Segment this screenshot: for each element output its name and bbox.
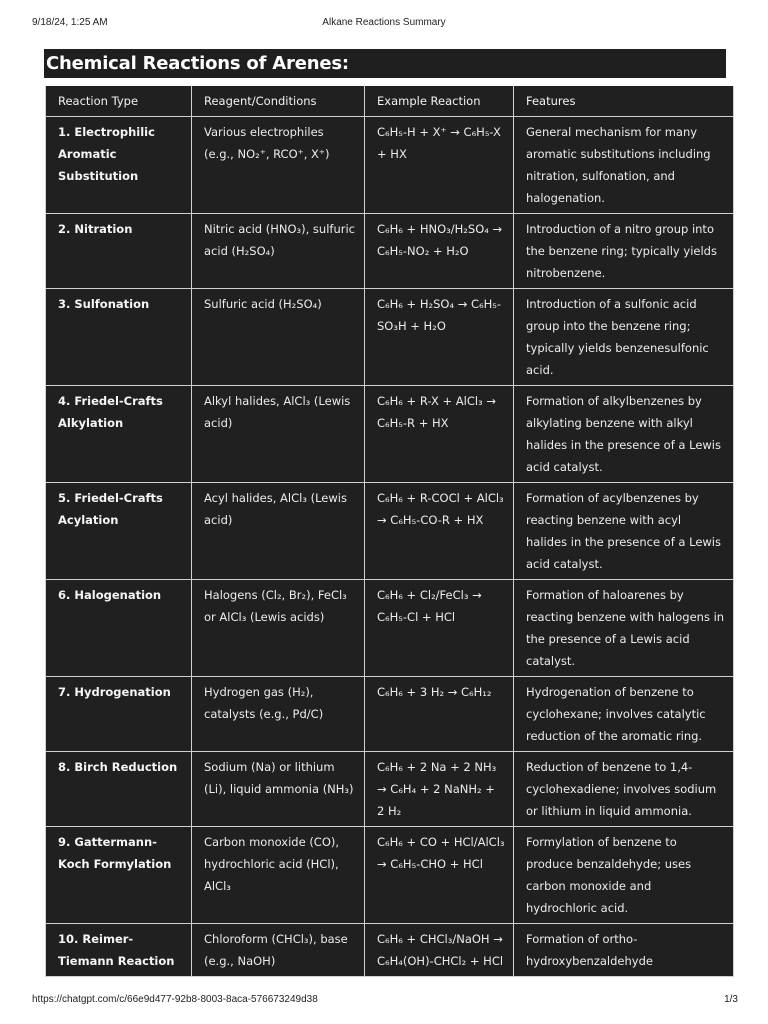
cell-reagent: Nitric acid (HNO₃), sulfuric acid (H₂SO₄) [192, 214, 365, 289]
cell-example-reaction: C₆H₆ + HNO₃/H₂SO₄ → C₆H₅-NO₂ + H₂O [365, 214, 514, 289]
cell-reagent: Halogens (Cl₂, Br₂), FeCl₃ or AlCl₃ (Lewis acids) [192, 580, 365, 677]
cell-reaction-type: 5. Friedel-Crafts Acylation [46, 483, 192, 580]
print-url: https://chatgpt.com/c/66e9d477-92b8-8003-8aca-576673249d38 [32, 994, 318, 1005]
cell-example-reaction: C₆H₆ + H₂SO₄ → C₆H₅-SO₃H + H₂O [365, 289, 514, 386]
column-header-reaction-type: Reaction Type [46, 86, 192, 117]
cell-reagent: Hydrogen gas (H₂), catalysts (e.g., Pd/C) [192, 677, 365, 752]
cell-example-reaction: C₆H₆ + Cl₂/FeCl₃ → C₆H₅-Cl + HCl [365, 580, 514, 677]
print-footer [0, 994, 768, 1008]
page-title: Chemical Reactions of Arenes: [44, 49, 726, 78]
cell-reaction-type: 8. Birch Reduction [46, 752, 192, 827]
table-body [46, 117, 734, 977]
table-row [46, 580, 734, 677]
print-title: Alkane Reactions Summary [322, 17, 446, 28]
table-row [46, 752, 734, 827]
cell-reaction-type: 7. Hydrogenation [46, 677, 192, 752]
cell-reagent: Carbon monoxide (CO), hydrochloric acid (HCl), AlCl₃ [192, 827, 365, 924]
cell-example-reaction: C₆H₆ + CO + HCl/AlCl₃ → C₆H₅-CHO + HCl [365, 827, 514, 924]
cell-example-reaction: C₆H₆ + CHCl₃/NaOH → C₆H₄(OH)-CHCl₂ + HCl [365, 924, 514, 977]
table-row [46, 827, 734, 924]
table-row [46, 483, 734, 580]
reactions-table [45, 86, 734, 977]
table-header-row [46, 86, 734, 117]
cell-reagent: Alkyl halides, AlCl₃ (Lewis acid) [192, 386, 365, 483]
cell-reaction-type: 6. Halogenation [46, 580, 192, 677]
cell-reagent: Chloroform (CHCl₃), base (e.g., NaOH) [192, 924, 365, 977]
cell-features: Formylation of benzene to produce benzaldehyde; uses carbon monoxide and hydrochloric acid. [514, 827, 734, 924]
cell-reaction-type: 1. Electrophilic Aromatic Substitution [46, 117, 192, 214]
cell-reagent: Sodium (Na) or lithium (Li), liquid ammonia (NH₃) [192, 752, 365, 827]
cell-example-reaction: C₆H₆ + R-X + AlCl₃ → C₆H₅-R + HX [365, 386, 514, 483]
cell-features: Introduction of a sulfonic acid group into the benzene ring; typically yields benzenesulfonic acid. [514, 289, 734, 386]
table-row [46, 924, 734, 977]
cell-reaction-type: 2. Nitration [46, 214, 192, 289]
cell-example-reaction: C₆H₆ + 2 Na + 2 NH₃ → C₆H₄ + 2 NaNH₂ + 2 H₂ [365, 752, 514, 827]
table-row [46, 386, 734, 483]
print-page-number: 1/3 [724, 994, 738, 1005]
table-row [46, 289, 734, 386]
cell-features: Formation of alkylbenzenes by alkylating benzene with alkyl halides in the presence of a Lewis acid catalyst. [514, 386, 734, 483]
column-header-example: Example Reaction [365, 86, 514, 117]
cell-example-reaction: C₆H₆ + R-COCl + AlCl₃ → C₆H₅-CO-R + HX [365, 483, 514, 580]
column-header-features: Features [514, 86, 734, 117]
column-header-reagent: Reagent/Conditions [192, 86, 365, 117]
table-row [46, 117, 734, 214]
reactions-table-container [45, 86, 733, 977]
cell-reagent: Acyl halides, AlCl₃ (Lewis acid) [192, 483, 365, 580]
cell-example-reaction: C₆H₅-H + X⁺ → C₆H₅-X + HX [365, 117, 514, 214]
cell-reagent: Sulfuric acid (H₂SO₄) [192, 289, 365, 386]
cell-features: General mechanism for many aromatic substitutions including nitration, sulfonation, and halogenation. [514, 117, 734, 214]
cell-reaction-type: 4. Friedel-Crafts Alkylation [46, 386, 192, 483]
print-datetime: 9/18/24, 1:25 AM [32, 17, 108, 28]
cell-features: Hydrogenation of benzene to cyclohexane; involves catalytic reduction of the aromatic ring. [514, 677, 734, 752]
table-row [46, 214, 734, 289]
cell-features: Formation of ortho-hydroxybenzaldehyde [514, 924, 734, 977]
cell-features: Formation of haloarenes by reacting benzene with halogens in the presence of a Lewis acid catalyst. [514, 580, 734, 677]
cell-example-reaction: C₆H₆ + 3 H₂ → C₆H₁₂ [365, 677, 514, 752]
table-row [46, 677, 734, 752]
print-header [0, 17, 768, 31]
cell-reaction-type: 3. Sulfonation [46, 289, 192, 386]
cell-features: Reduction of benzene to 1,4-cyclohexadiene; involves sodium or lithium in liquid ammonia. [514, 752, 734, 827]
cell-reagent: Various electrophiles (e.g., NO₂⁺, RCO⁺, X⁺) [192, 117, 365, 214]
cell-features: Introduction of a nitro group into the benzene ring; typically yields nitrobenzene. [514, 214, 734, 289]
cell-reaction-type: 10. Reimer-Tiemann Reaction [46, 924, 192, 977]
cell-reaction-type: 9. Gattermann-Koch Formylation [46, 827, 192, 924]
cell-features: Formation of acylbenzenes by reacting benzene with acyl halides in the presence of a Lewis acid catalyst. [514, 483, 734, 580]
